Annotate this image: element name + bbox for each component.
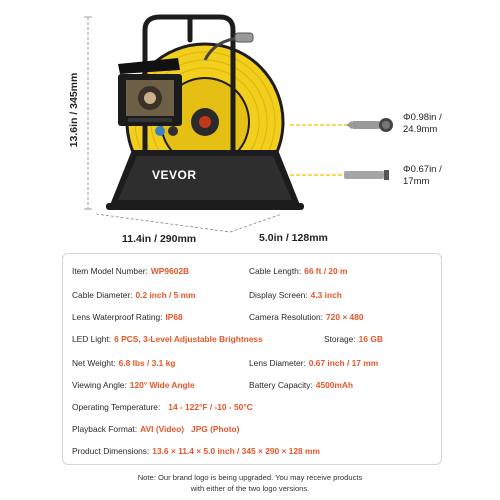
- spec-label: Camera Resolution:: [249, 312, 324, 322]
- spec-label: Item Model Number:: [72, 266, 148, 276]
- spec-value: 66 ft / 20 m: [304, 266, 348, 276]
- spec-operating-temp: [72, 402, 253, 412]
- probe-large-label-1: Φ0.98in /: [403, 112, 442, 123]
- height-label: 13.6in / 345mm: [68, 72, 80, 148]
- specifications-panel: [62, 253, 442, 465]
- spec-cable-diameter: [72, 290, 196, 300]
- spec-waterproof: [72, 312, 183, 322]
- spec-label: Storage:: [324, 334, 356, 344]
- spec-label: Product Dimensions:: [72, 446, 150, 456]
- width-dimension-line: [96, 214, 282, 232]
- spec-resolution: [249, 312, 364, 322]
- base-stand: [106, 150, 304, 210]
- camera-head: [235, 33, 253, 42]
- spec-value: 13.6 × 11.4 × 5.0 inch / 345 × 290 × 128 mm: [152, 446, 320, 456]
- probe-large: [290, 118, 393, 132]
- spec-label: Net Weight:: [72, 358, 116, 368]
- spec-viewing-angle: [72, 380, 195, 390]
- spec-product-dimensions: [72, 446, 320, 456]
- spec-storage: [324, 334, 383, 344]
- logo-note-line-2: with either of the two logo versions.: [190, 484, 310, 493]
- spec-label: Lens Diameter:: [249, 358, 306, 368]
- probe-small-label-2: 17mm: [403, 176, 430, 187]
- probe-small-label-1: Φ0.67in /: [403, 164, 442, 175]
- spec-model: [72, 266, 189, 276]
- probe-large-label-2: 24.9mm: [403, 124, 438, 135]
- spec-value: IP68: [165, 312, 183, 322]
- spec-label: Lens Waterproof Rating:: [72, 312, 163, 322]
- spec-value: 6.8 lbs / 3.1 kg: [118, 358, 176, 368]
- depth-label: 5.0in / 128mm: [259, 232, 328, 244]
- spec-playback-format: [72, 424, 239, 434]
- spec-cable-length: [249, 266, 347, 276]
- monitor: [118, 58, 182, 136]
- spec-net-weight: [72, 358, 175, 368]
- spec-label: Cable Diameter:: [72, 290, 133, 300]
- brand-logo: VEVOR: [152, 168, 197, 182]
- probe-small: [290, 170, 389, 180]
- width-label: 11.4in / 290mm: [122, 233, 197, 245]
- spec-label: LED Light:: [72, 334, 112, 344]
- spec-value: AVI (Video) JPG (Photo): [140, 424, 240, 434]
- spec-value: 720 × 480: [326, 312, 364, 322]
- spec-value: 4.3 inch: [310, 290, 342, 300]
- spec-value: 4500mAh: [315, 380, 354, 390]
- spec-label: Cable Length:: [249, 266, 302, 276]
- spec-value: 14 - 122°F / -10 - 50°C: [168, 402, 253, 412]
- spec-lens-diameter: [249, 358, 378, 368]
- spec-label: Viewing Angle:: [72, 380, 127, 390]
- logo-note-line-1: Note: Our brand logo is being upgraded. You may receive products: [137, 473, 363, 482]
- spec-battery: [249, 380, 353, 390]
- spec-value: WP9602B: [150, 266, 190, 276]
- spec-value: 6 PCS, 3-Level Adjustable Brightness: [114, 334, 263, 344]
- spec-value: 120° Wide Angle: [129, 380, 195, 390]
- spec-display-screen: [249, 290, 342, 300]
- spec-label: Display Screen:: [249, 290, 308, 300]
- spec-value: 0.2 inch / 5 mm: [135, 290, 196, 300]
- spec-label: Operating Temperature:: [72, 402, 161, 412]
- height-dimension-line: [84, 17, 92, 209]
- spec-led-light: [72, 334, 263, 344]
- spec-label: Playback Format:: [72, 424, 138, 434]
- spec-label: Battery Capacity:: [249, 380, 313, 390]
- spec-value: 16 GB: [358, 334, 383, 344]
- spec-value: 0.67 inch / 17 mm: [308, 358, 379, 368]
